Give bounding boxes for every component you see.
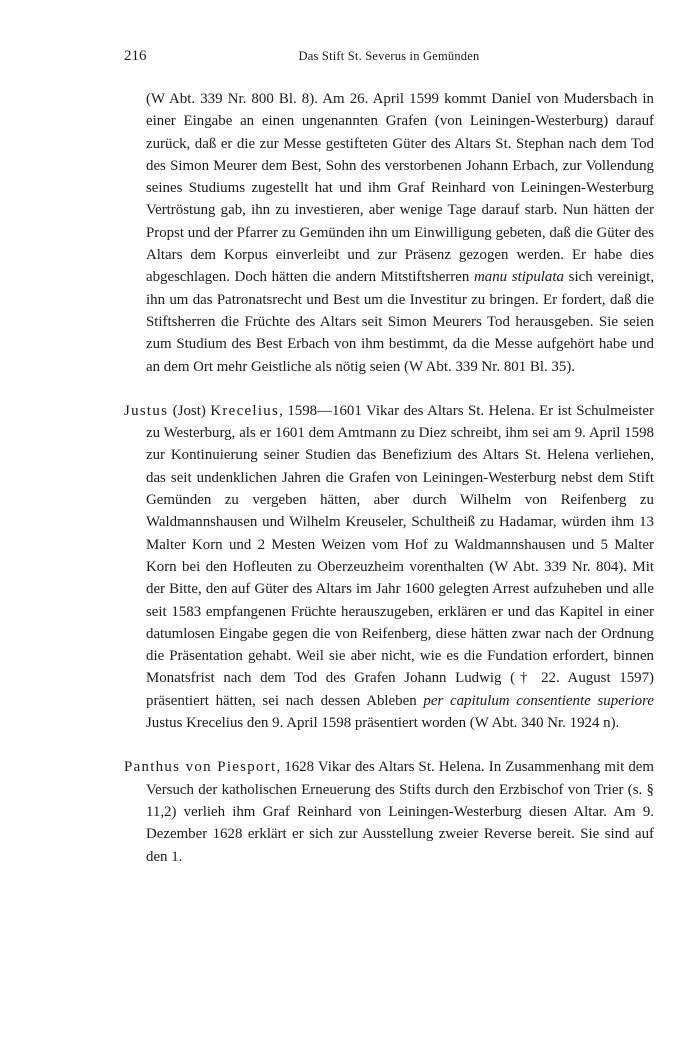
paragraph-continuation [124, 88, 654, 378]
entry-panthus [124, 756, 654, 867]
latin-phrase: manu stipulata [474, 269, 564, 286]
entry-name: Justus [124, 402, 169, 419]
page-header [124, 48, 654, 70]
entry-text: Justus Krecelius den 9. April 1598 präsentiert worden (W Abt. 340 Nr. 1924 n). [146, 715, 620, 732]
entry-name: Krecelius [210, 402, 280, 419]
paragraph-gap [124, 378, 654, 400]
entry-name-alias: (Jost) [172, 402, 206, 419]
entry-krecelius [124, 400, 654, 734]
latin-phrase: per capitulum consentiente superiore [423, 692, 654, 709]
running-title: Das Stift St. Severus in Gemünden [298, 49, 480, 63]
entry-text: , 1598—1601 Vikar des Altars St. Helena. Er ist Schulmeister zu Westerburg, als er 1601 dem Amtmann zu Diez schreibt, ihm sei am 9. April 1598 zur Kontinuierung seiner Studien das Benefizium des Altars St. Helena verliehen, das seit undenklichen Jahren die Grafen von Leiningen-Westerburg nebst dem Stift Gemünden zu vergeben hätten, aber durch Wilhelm von Reifenberg zu Waldmannshausen und Wilhelm Kreuseler, Schultheiß zu Hadamar, würden ihm 13 Malter Korn und 2 Mesten Weizen vom Hof zu Waldmannshausen und 5 Malter Korn bei den Hofleuten zu Oberzeuzheim vorenthalten (W Abt. 339 Nr. 804). Mit der Bitte, den auf Güter des Altars im Jahr 1600 gelegten Arrest aufzuheben und alle seit 1583 empfangenen Früchte herauszugeben, erklären er und das Kapitel in einer datumlosen Eingabe gegen die von Reifenberg, diese hätten zwar nach der Ordnung die Präsentation gehabt. Weil sie aber nicht, wie es die Fundation erfordert, binnen Monatsfrist nach dem Tod des Grafen Johann Ludwig († 22. August 1597) präsentiert hätten, sei nach dessen Ableben [146, 402, 654, 709]
paragraph-text: (W Abt. 339 Nr. 800 Bl. 8). Am 26. April 1599 kommt Daniel von Mudersbach in einer Eingabe an einen ungenannten Grafen (von Leiningen-Westerburg) darauf zurück, daß er die zur Messe gestifteten Güter des Altars St. Stephan nach dem Tod des Simon Meurer dem Best, Sohn des verstorbenen Johann Erbach, zur Vollendung seines Studiums zugestellt hat und ihm Graf Reinhard von Leiningen-Westerburg Vertröstung gab, ihn zu investieren, aber wenige Tage darauf starb. Nun hätten der Propst und der Pfarrer zu Gemünden ihn um Einwilligung gebeten, daß die Güter des Altars dem Korpus einverleibt und zur Präsenz gezogen werden. Er habe dies abgeschlagen. Doch hätten die andern Mitstiftsherren [146, 91, 654, 286]
entry-name: Panthus von Piesport [124, 759, 277, 776]
paragraph-text: sich vereinigt, ihn um das Patronatsrecht und Best um die Investitur zu bringen. Er fordert, daß die Stiftsherren die Früchte des Altars seit Simon Meurers Tod herausgeben. Sie seien zum Studium des Best Erbach von ihm bestimmt, da die Messe aufgehört habe und an dem Ort mehr Geistliche als nötig seien (W Abt. 339 Nr. 801 Bl. 35). [146, 269, 654, 375]
paragraph-gap [124, 734, 654, 756]
body-text [124, 88, 654, 868]
entry-text: , 1628 Vikar des Altars St. Helena. In Zusammenhang mit dem Versuch der katholischen Erneuerung des Stifts durch den Erzbischof von Trier (s. § 11,2) verlieh ihm Graf Reinhard von Leiningen-Westerburg diesen Altar. Am 9. Dezember 1628 erklärt er sich zur Ausstellung zweier Reverse bereit. Sie sind auf den 1. [146, 759, 654, 865]
page-number: 216 [124, 48, 147, 64]
